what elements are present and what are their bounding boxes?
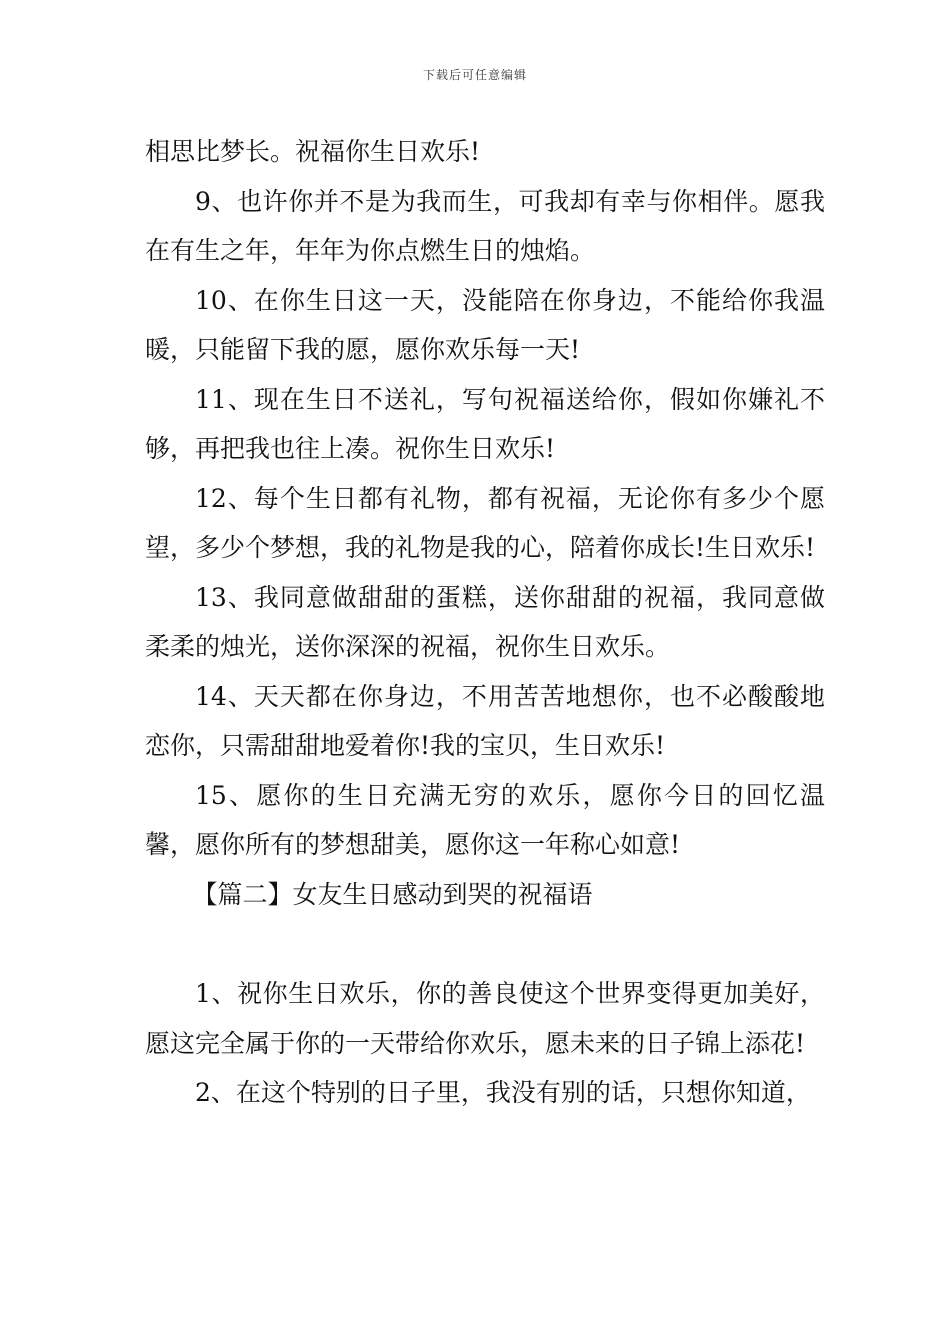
page-header: 下载后可任意编辑 xyxy=(422,68,527,82)
paragraph-wish-11: 11、现在生日不送礼，写句祝福送给你，假如你嫌礼不够，再把我也往上凑。祝你生日欢乐! xyxy=(145,384,825,463)
section-title: 【篇二】女友生日感动到哭的祝福语 xyxy=(192,879,593,909)
section-spacer xyxy=(145,919,825,969)
document-body xyxy=(145,127,825,1118)
paragraph-section2-wish-2: 2、在这个特别的日子里，我没有别的话，只想你知道， xyxy=(195,1078,811,1107)
paragraph-wish-10: 10、在你生日这一天，没能陪在你身边，不能给你我温暖，只能留下我的愿，愿你欢乐每一天! xyxy=(145,285,825,364)
paragraph-continuation: 相思比梦长。祝福你生日欢乐! xyxy=(145,137,481,166)
paragraph-section2-wish-1: 1、祝你生日欢乐，你的善良使这个世界变得更加美好，愿这完全属于你的一天带给你欢乐，愿未来的日子锦上添花! xyxy=(145,979,825,1058)
paragraph-wish-14: 14、天天都在你身边，不用苦苦地想你，也不必酸酸地恋你，只需甜甜地爱着你!我的宝贝，生日欢乐! xyxy=(145,681,825,760)
paragraph-wish-13: 13、我同意做甜甜的蛋糕，送你甜甜的祝福，我同意做柔柔的烛光，送你深深的祝福，祝你生日欢乐。 xyxy=(145,582,825,661)
paragraph-wish-12: 12、每个生日都有礼物，都有祝福，无论你有多少个愿望，多少个梦想，我的礼物是我的心，陪着你成长!生日欢乐! xyxy=(145,483,825,562)
paragraph-wish-15: 15、愿你的生日充满无穷的欢乐，愿你今日的回忆温馨，愿你所有的梦想甜美，愿你这一年称心如意! xyxy=(145,780,825,859)
paragraph-wish-9: 9、也许你并不是为我而生，可我却有幸与你相伴。愿我在有生之年，年年为你点燃生日的烛焰。 xyxy=(145,186,825,265)
